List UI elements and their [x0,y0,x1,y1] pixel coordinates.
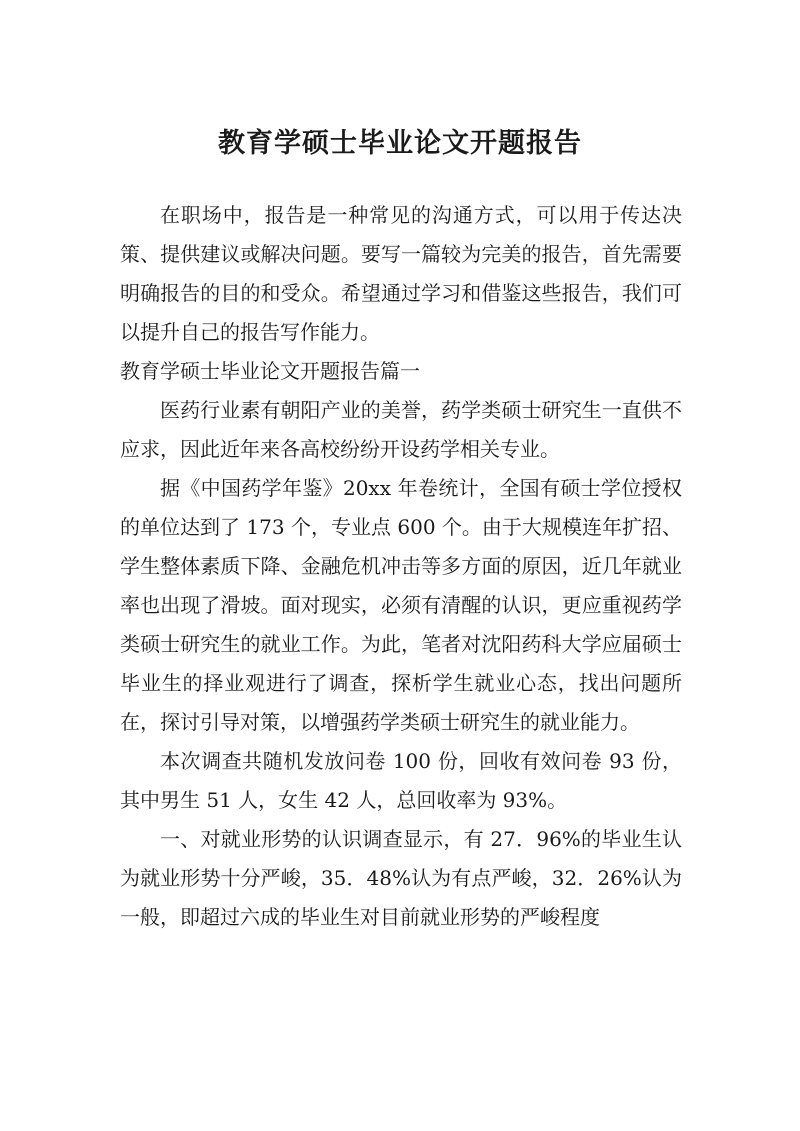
body-paragraph: 本次调查共随机发放问卷 100 份，回收有效问卷 93 份，其中男生 51 人，女生 42 人，总回收率为 93%。 [120,749,682,812]
document-title: 教育学硕士毕业论文开题报告 [218,128,582,159]
intro-paragraph: 在职场中，报告是一种常见的沟通方式，可以用于传达决策、提供建议或解决问题。要写一篇较为完美的报告，首先需要明确报告的目的和受众。希望通过学习和借鉴这些报告，我们可以提升自己的报告写作能力。 [120,203,682,344]
body-paragraph: 据《中国药学年鉴》20xx 年卷统计，全国有硕士学位授权的单位达到了 173 个，专业点 600 个。由于大规模连年扩招、学生整体素质下降、金融危机冲击等多方面的原因，近几年就业率也出现了滑坡。面对现实，必须有清醒的认识，更应重视药学类硕士研究生的就业工作。为此，笔者对沈阳药科大学应届硕士毕业生的择业观进行了调查，探析学生就业心态，找出问题所在，探讨引导对策，以增强药学类硕士研究生的就业能力。 [120,476,682,734]
body-paragraph: 一、对就业形势的认识调查显示，有 27．96%的毕业生认为就业形势十分严峻，35．48%认为有点严峻，32．26%认为一般，即超过六成的毕业生对目前就业形势的严峻程度 [120,827,682,929]
document-body [120,196,682,937]
section-heading: 教育学硕士毕业论文开题报告篇一 [120,359,420,383]
body-paragraph: 医药行业素有朝阳产业的美誉，药学类硕士研究生一直供不应求，因此近年来各高校纷纷开设药学相关专业。 [120,398,682,461]
